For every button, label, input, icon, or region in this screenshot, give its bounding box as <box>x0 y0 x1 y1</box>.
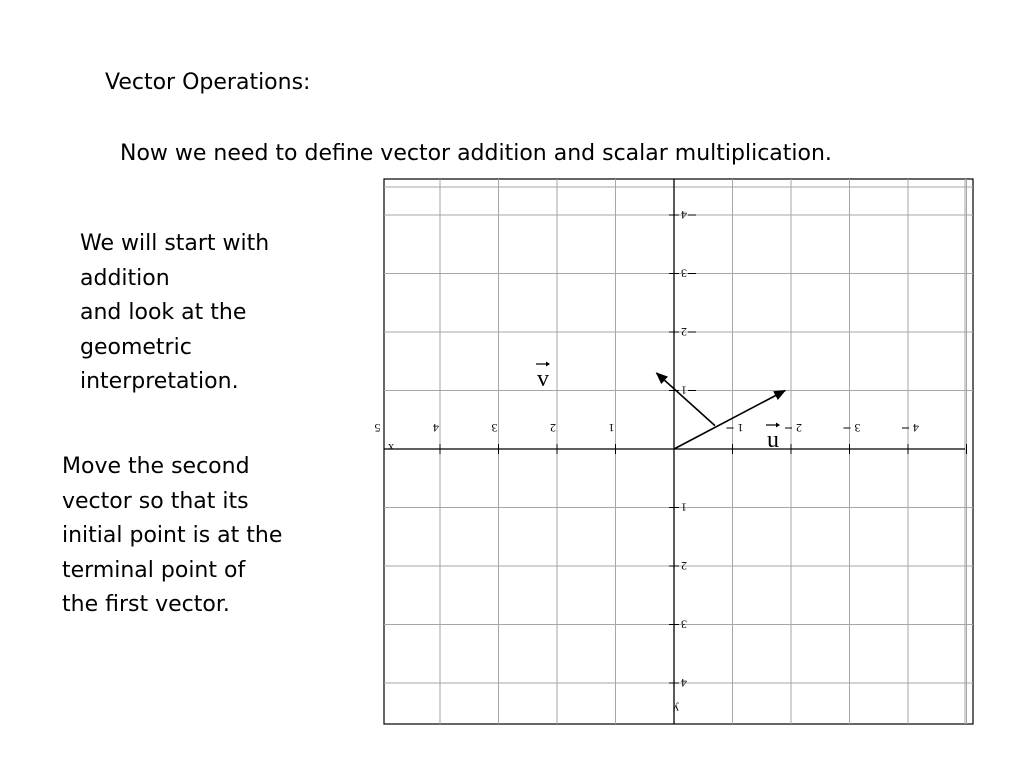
x-tick-label: 2 <box>796 421 802 435</box>
y-tick-label: 3 <box>681 266 687 281</box>
x-tick-label: 1 <box>608 421 615 435</box>
heading: Vector Operations: <box>105 70 311 95</box>
x-tick-label: 5 <box>374 421 381 435</box>
vector-label-v: v <box>537 366 549 392</box>
paragraph-line: We will start with <box>80 231 270 256</box>
x-tick-label: 3 <box>491 421 498 435</box>
paragraph-line: initial point is at the <box>62 523 283 548</box>
tick-labels <box>375 208 920 716</box>
y-tick-label: 2 <box>681 559 687 573</box>
y-tick-label: 2 <box>681 325 687 339</box>
grid-frame <box>384 179 973 724</box>
vector-label-u: u <box>767 427 779 453</box>
x-tick-label: 4 <box>433 421 439 435</box>
y-tick-label: 4 <box>681 676 687 690</box>
vectors <box>536 362 785 454</box>
paragraph-line: the first vector. <box>62 592 230 617</box>
paragraph-line: addition <box>80 265 170 291</box>
grid-lines <box>384 179 973 724</box>
paragraph-line: geometric <box>80 334 192 360</box>
x-tick-label: 1 <box>737 421 744 435</box>
x-tick-label: 3 <box>854 421 861 435</box>
y-tick-label: 1 <box>681 383 687 398</box>
paragraph-line: Move the second <box>62 454 250 479</box>
axes <box>384 179 967 724</box>
x-tick-label: 2 <box>550 421 556 435</box>
y-tick-label: 1 <box>681 500 687 515</box>
paragraph-line: interpretation. <box>80 369 239 394</box>
subheading: Now we need to define vector addition and scalar multiplication. <box>120 141 832 166</box>
x-axis-label: x <box>388 441 394 455</box>
y-tick-label: 4 <box>681 208 687 222</box>
paragraph-line: and look at the <box>80 300 247 325</box>
vector-v <box>656 373 715 426</box>
x-tick-label: 4 <box>913 421 919 435</box>
paragraph-line: terminal point of <box>62 557 246 583</box>
paragraph-line: vector so that its <box>62 488 249 514</box>
y-axis-label: y <box>673 702 679 716</box>
y-tick-label: 3 <box>681 617 687 632</box>
